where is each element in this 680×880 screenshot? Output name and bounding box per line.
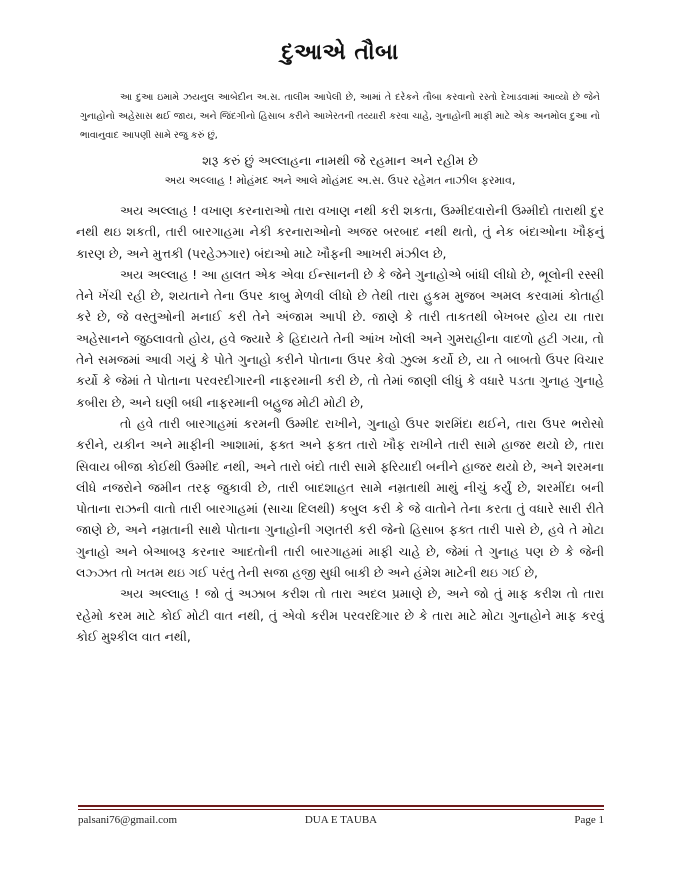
footer-doc-name: DUA E TAUBA <box>304 814 378 826</box>
body-text <box>76 200 604 647</box>
paragraph: અય અલ્લાહ ! વખાણ કરનારાઓ તારા વખાણ નથી કરી શકતા, ઉમ્મીદવારોની ઉમ્મીદો તારાથી દુર નથી થઇ શકતી, તારી બારગાહમા નેકી કરનારાઓનો અજર બરબાદ નથી થતો, તું નેક બંદાઓના ખૌફનું કારણ છે, અને મુત્તકી (પરહેઝગાર) બંદાઓ માટે ખૌફની આખરી મંઝીલ છે, <box>76 203 604 261</box>
salawat-line: અય અલ્લાહ ! મોહંમદ અને આલે મોહંમદ અ.સ. ઉપર રહેમત નાઝીલ ફરમાવ, <box>164 174 516 187</box>
footer-email: palsani76@gmail.com <box>78 814 178 826</box>
paragraph: તો હવે તારી બારગાહમાં કરમની ઉમ્મીદ રાખીને, ગુનાહો ઉપર શરમિંદા થઈને, તારા ઉપર ભરોસો કરીને, યકીન અને માફીની આશામાં, ફક્ત અને ફક્ત તારો ખૌફ રાખીને તારી સામે હાજર થયો છે, તારા સિવાય બીજા કોઈથી ઉમ્મીદ નથી, અને તારો બંદો તારી સામે ફરિયાદી બનીને હાજર થયો છે, અને શરમના લીધે નજરોને જમીન તરફ જુકાવી છે, તારી બાદશાહત સામે નમ્રતાથી માથું નીચું કર્યું છે, શરમીંદા બની પોતાના રાઝની વાતો તારી બારગાહમાં (સાચા દિલથી) કબુલ કરી કે જે વાતોને તેના કરતા તું વધારે સારી રીતે જાણે છે, અને નમ્રતાની સાથે પોતાના ગુનાહોની ગણતરી કરી જેનો હિસાબ ફક્ત તારી પાસે છે, હવે તે મોટા ગુનાહો અને બેઆબરૂ કરનાર આદતોની તારી બારગાહમાં માફી ચાહે છે, જેમાં તે ગુનાહ પણ છે કે જેની લઝ્ઝત તો ખતમ થઇ ગઈ પરંતુ તેની સજા હજી સુધી બાકી છે અને હંમેશ માટેની થઇ ગઈ છે, <box>76 415 604 581</box>
paragraph: અય અલ્લાહ ! જો તું અઝાબ કરીશ તો તારા અદલ પ્રમાણે છે, અને જો તું માફ કરીશ તો તારા રહેમો કરમ માટે કોઈ મોટી વાત નથી, તું એવો કરીમ પરવરદિગાર છે કે તારા માટે મોટા ગુનાહોને માફ કરવું કોઈ મુશ્કીલ વાત નથી, <box>76 586 604 644</box>
footer-divider-thin <box>78 809 604 810</box>
page-title: દુઆએ તૌબા <box>281 40 399 65</box>
intro-paragraph <box>80 88 600 145</box>
footer-divider <box>78 805 604 807</box>
footer-page-number: Page 1 <box>574 814 604 826</box>
intro-text: આ દુઆ ઇમામે ઝયનુલ આબેદીન અ.સ. તાલીમ આપેલી છે, આમાં તે દરેકને તૌબા કરવાનો રસ્તો દેખાડવામાં આવ્યો છે જેને ગુનાહોનો અહેસાસ થઈ જાય, અને જિંદગીનો હિસાબ કરીને આખેરતની તય્યારી કરવા ચાહે, ગુનાહોની માફી માટે એક અનમોલ દુઆ નો ભાવાનુવાદ આપણી સામે રજુ કરું છું, <box>80 92 600 141</box>
page-footer <box>78 814 604 830</box>
paragraph: અય અલ્લાહ ! આ હાલત એક એવા ઈન્સાનની છે કે જેને ગુનાહોએ બાંધી લીધો છે, ભૂલોની રસ્સી તેને ખેંચી રહી છે, શયતાને તેના ઉપર કાબુ મેળવી લીધો છે તેથી તારા હુકમ મુજબ અમલ કરવામાં કોતાહી કરે છે, જે વસ્તુઓની મનાઈ કરી તેને અંજામ આપી છે. જાણે કે તારી તાકતથી બેખબર હોય યા તારા અહેસાનને જુઠલાવતો હોય, હવે જ્યારે કે હિદાયતે તેની આંખ ખોલી અને ગુમરાહીના વાદળો હટી ગયા, તો તેને સમજમાં આવી ગયું કે પોતે ગુનાહો કરીને પોતાના ઉપર કેવો ઝુલ્મ કર્યો છે, યા તે બાબતો ઉપર વિચાર કર્યો કે જેમાં તે પોતાના પરવરદીગારની નાફરમાની કરી છે, તો તેમાં જાણી લીધું કે વધારે પડતા ગુનાહ ગુનાહે કબીરા છે, અને ઘણી બધી નાફરમાની બહુજ મોટી મોટી છે, <box>76 266 604 410</box>
bismillah-line: શરૂ કરું છું અલ્લાહના નામથી જે રહમાન અને રહીમ છે <box>202 153 478 168</box>
